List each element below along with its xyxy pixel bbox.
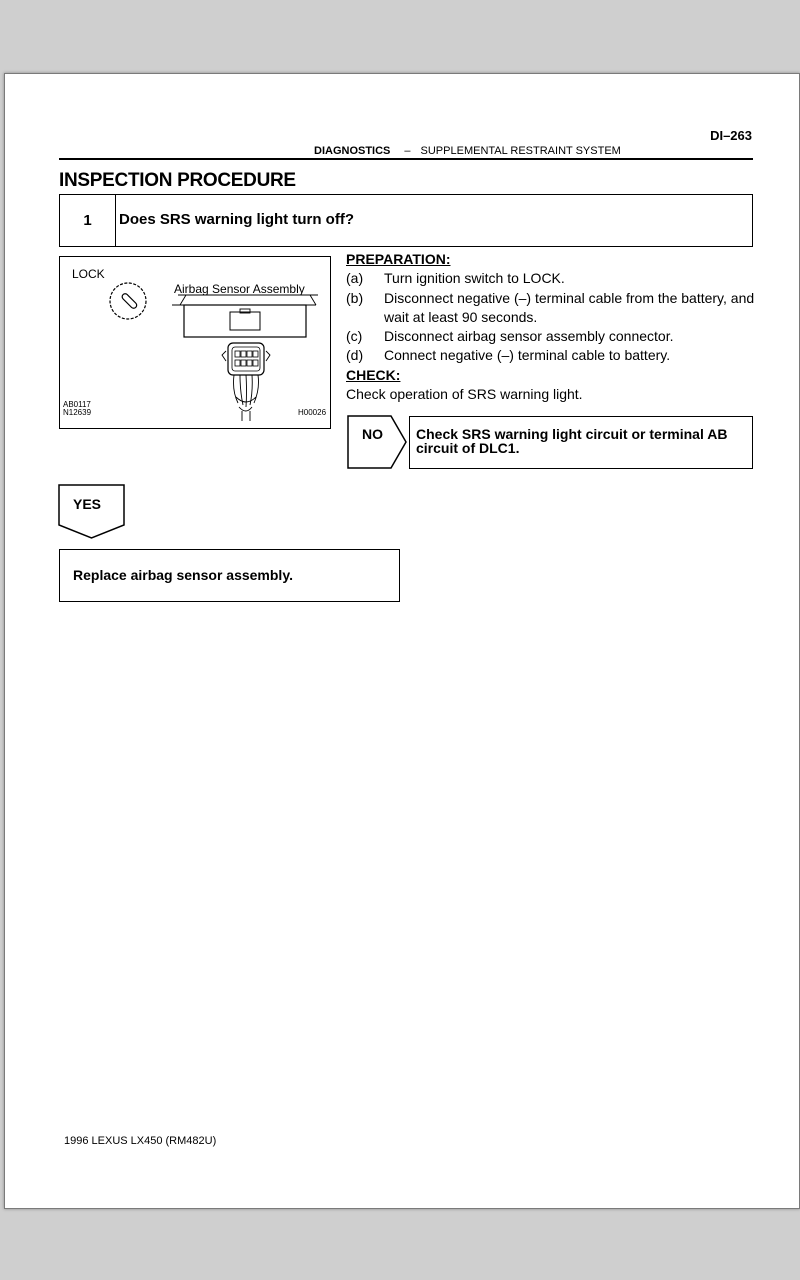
item-text: Disconnect negative (–) terminal cable from the battery, and wait at least 90 seconds.: [384, 289, 755, 325]
figure-code-3: H00026: [298, 408, 327, 417]
step-box: [59, 194, 753, 247]
no-result-text: Check SRS warning light circuit or terminal AB circuit of DLC1.: [416, 426, 728, 456]
running-header: [314, 145, 621, 157]
preparation-heading: PREPARATION:: [346, 251, 451, 267]
item-label: (a): [346, 270, 364, 287]
item-text: Turn ignition switch to LOCK.: [384, 270, 565, 287]
preparation-item: [346, 289, 756, 328]
section-title: INSPECTION PROCEDURE: [59, 170, 296, 191]
item-label: (c): [346, 328, 363, 345]
yes-result-box: [59, 549, 400, 602]
lock-label: LOCK: [72, 267, 105, 281]
check-heading: CHECK:: [346, 366, 401, 383]
header-separator: –: [404, 145, 411, 157]
item-text: Connect negative (–) terminal cable to battery.: [384, 347, 671, 364]
check-text: Check operation of SRS warning light.: [346, 386, 583, 403]
yes-result-text: Replace airbag sensor assembly.: [73, 567, 293, 583]
ignition-key-icon: [110, 283, 146, 319]
no-label: NO: [362, 426, 383, 442]
item-label: (b): [346, 289, 364, 306]
figure-code-1: AB0117: [63, 400, 91, 409]
yes-label: YES: [73, 496, 102, 512]
arrow-right-icon: [347, 415, 409, 469]
arrow-down-icon: [58, 484, 126, 540]
assembly-label: Airbag Sensor Assembly: [174, 282, 305, 296]
footer: 1996 LEXUS LX450 (RM482U): [64, 1135, 217, 1147]
item-label: (d): [346, 347, 364, 364]
header-section: DIAGNOSTICS: [314, 145, 391, 157]
step-number: 1: [60, 195, 116, 246]
header-system: SUPPLEMENTAL RESTRAINT SYSTEM: [420, 145, 621, 157]
no-result-box: [409, 416, 753, 469]
page-number: DI–263: [710, 128, 752, 143]
connector-icon: [222, 343, 270, 421]
preparation-item: [346, 346, 756, 365]
illustration: [59, 256, 331, 429]
preparation-item: [346, 327, 756, 346]
manual-page: [4, 73, 800, 1209]
airbag-sensor-icon: [172, 295, 318, 337]
preparation-item: [346, 269, 756, 288]
step-question: Does SRS warning light turn off?: [119, 211, 354, 228]
header-rule: [59, 158, 753, 160]
item-text: Disconnect airbag sensor assembly connector.: [384, 328, 674, 345]
figure-code-2: N12639: [63, 408, 92, 417]
instructions: [346, 250, 756, 404]
